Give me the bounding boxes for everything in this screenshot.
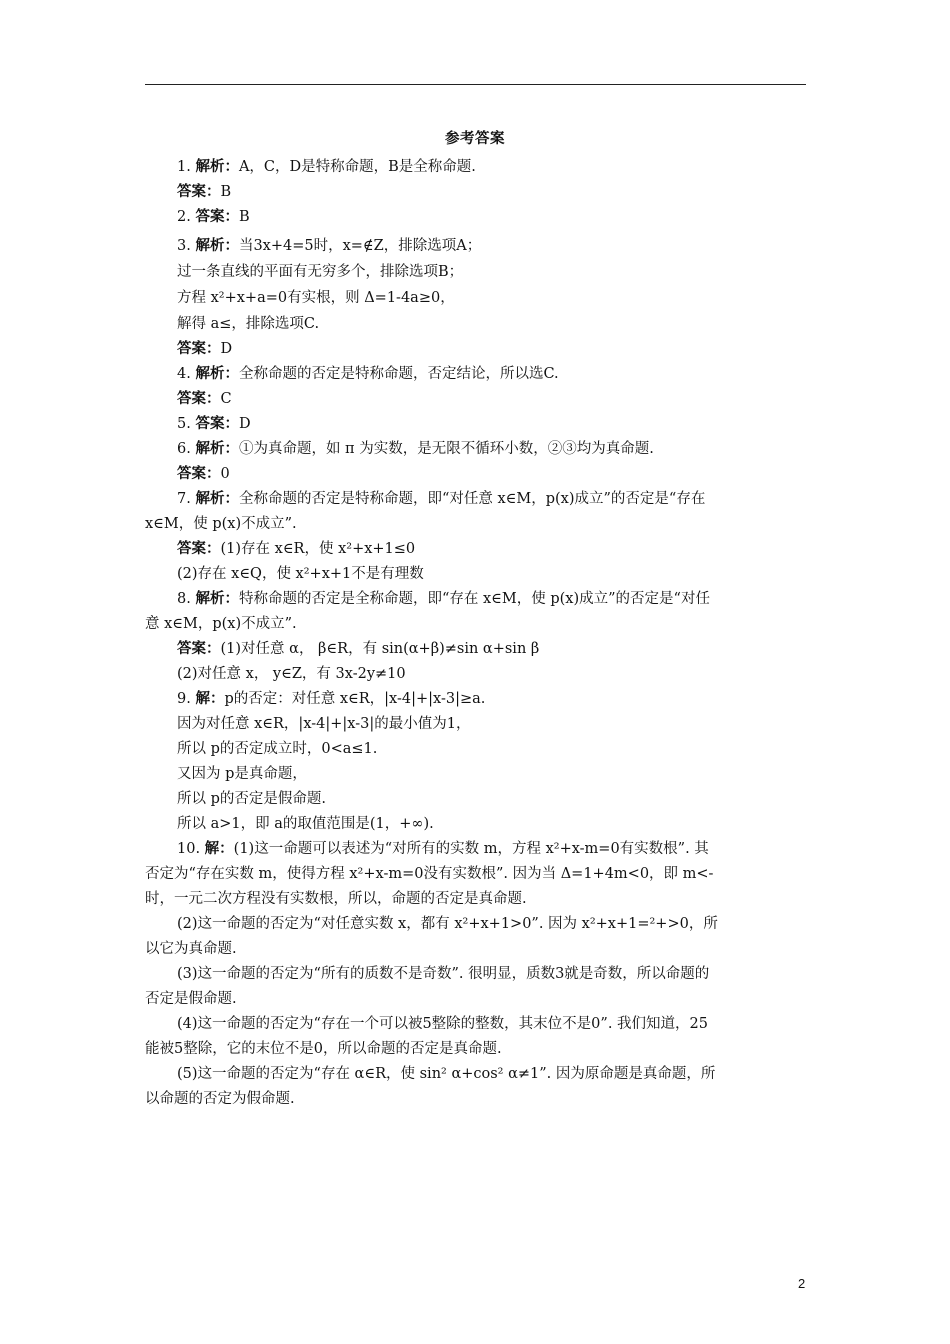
line-label: 答案： — [177, 184, 221, 200]
line-label: 答案： — [195, 209, 239, 225]
line-content: 当3x+4=5时，x=∉Z，排除选项A； — [238, 238, 482, 254]
text-line — [177, 390, 232, 408]
line-label: 答案： — [177, 541, 221, 557]
line-prefix: 所以 p的否定是假命题. — [177, 791, 326, 807]
line-label: 答案： — [177, 391, 221, 407]
page-number: 2 — [798, 1276, 806, 1291]
line-prefix: (4)这一命题的否定为“存在一个可以被5整除的整数，其末位不是0”. 我们知道，25 — [177, 1016, 708, 1032]
line-prefix: (2)这一命题的否定为“对任意实数 x，都有 x²+x+1>0”. 因为 x²+x+1=²+>0，所 — [177, 916, 718, 932]
line-prefix: 方程 x²+x+a=0有实根，则 Δ=1-4a≥0， — [177, 290, 455, 306]
text-line — [177, 289, 455, 307]
text-line — [177, 237, 481, 255]
line-label: 解析： — [195, 366, 239, 382]
text-line — [177, 690, 485, 708]
page-title: 参考答案 — [445, 131, 505, 147]
line-prefix: 以命题的否定为假命题. — [145, 1091, 295, 1107]
line-label: 解析： — [195, 441, 239, 457]
line-prefix: 因为对任意 x∈R，|x-4|+|x-3|的最小值为1， — [177, 716, 471, 732]
line-prefix: 3. — [177, 238, 196, 254]
text-line — [177, 840, 709, 858]
line-content: p的否定：对任意 x∈R，|x-4|+|x-3|≥a. — [224, 691, 486, 707]
line-prefix: 否定是假命题. — [145, 991, 237, 1007]
line-prefix: 7. — [177, 491, 196, 507]
text-line — [177, 490, 705, 508]
line-prefix: 以它为真命题. — [145, 941, 237, 957]
line-label: 解析： — [195, 238, 239, 254]
text-line — [177, 765, 307, 783]
line-content: A，C，D是特称命题，B是全称命题. — [238, 159, 476, 175]
header-rule — [145, 84, 806, 85]
line-label: 解析： — [195, 491, 239, 507]
line-prefix: 9. — [177, 691, 196, 707]
text-line — [177, 158, 476, 176]
text-line — [177, 183, 231, 201]
line-prefix: 5. — [177, 416, 196, 432]
line-content: 特称命题的否定是全称命题，即“存在 x∈M，使 p(x)成立”的否定是“对任 — [238, 591, 710, 607]
line-content: 全称命题的否定是特称命题，否定结论，所以选C. — [238, 366, 559, 382]
text-line — [177, 440, 654, 458]
text-line — [177, 640, 539, 658]
text-line — [145, 515, 297, 533]
line-content: B — [238, 209, 250, 225]
line-content: D — [220, 341, 233, 357]
line-prefix: 否定为“存在实数 m，使得方程 x²+x-m=0没有实数根”. 因为当 Δ=1+4m<0，即 m<- — [145, 866, 714, 882]
text-line — [177, 415, 251, 433]
line-label: 答案： — [195, 416, 239, 432]
line-label: 答案： — [177, 466, 221, 482]
line-content: 全称命题的否定是特称命题，即“对任意 x∈M，p(x)成立”的否定是“存在 — [238, 491, 706, 507]
line-prefix: (2)存在 x∈Q，使 x²+x+1不是有理数 — [177, 566, 424, 582]
text-line — [177, 565, 424, 583]
line-prefix: 1. — [177, 159, 196, 175]
line-prefix: (2)对任意 x， y∈Z，有 3x-2y≠10 — [177, 666, 406, 682]
line-content: ①为真命题，如 π 为实数，是无限不循环小数，②③均为真命题. — [238, 441, 654, 457]
text-line — [177, 1015, 708, 1033]
text-line — [177, 590, 710, 608]
text-line — [177, 965, 709, 983]
line-prefix: 4. — [177, 366, 196, 382]
line-label: 解： — [204, 841, 234, 857]
text-line — [177, 365, 559, 383]
line-prefix: 意 x∈M，p(x)不成立”. — [145, 616, 297, 632]
text-line — [177, 340, 232, 358]
text-line — [177, 715, 470, 733]
line-prefix: 所以 a>1，即 a的取值范围是(1，+∞). — [177, 816, 434, 832]
line-content: B — [220, 184, 232, 200]
text-line — [177, 465, 230, 483]
text-line — [145, 890, 527, 908]
line-label: 解析： — [195, 159, 239, 175]
text-line — [177, 815, 434, 833]
text-line — [145, 1040, 502, 1058]
text-line — [177, 263, 463, 281]
text-line — [177, 790, 326, 808]
text-line — [145, 865, 713, 883]
line-prefix: 6. — [177, 441, 196, 457]
line-content: (1)存在 x∈R，使 x²+x+1≤0 — [220, 541, 416, 557]
line-content: D — [238, 416, 251, 432]
text-line — [177, 665, 406, 683]
line-content: (1)对任意 α， β∈R，有 sin(α+β)≠sin α+sin β — [220, 641, 540, 657]
text-line — [177, 915, 718, 933]
line-label: 解： — [195, 691, 225, 707]
line-content: (1)这一命题可以表述为“对所有的实数 m，方程 x²+x-m=0有实数根”. 其 — [233, 841, 709, 857]
text-line — [177, 540, 415, 558]
line-prefix: 8. — [177, 591, 196, 607]
line-prefix: (3)这一命题的否定为“所有的质数不是奇数”. 很明显，质数3就是奇数，所以命题的 — [177, 966, 710, 982]
line-prefix: 2. — [177, 209, 196, 225]
line-prefix: 能被5整除，它的末位不是0，所以命题的否定是真命题. — [145, 1041, 502, 1057]
text-line — [177, 740, 377, 758]
line-prefix: 所以 p的否定成立时，0<a≤1. — [177, 741, 378, 757]
text-line — [177, 1065, 715, 1083]
line-label: 答案： — [177, 641, 221, 657]
line-content: C — [220, 391, 232, 407]
line-prefix: 又因为 p是真命题， — [177, 766, 307, 782]
line-prefix: (5)这一命题的否定为“存在 α∈R，使 sin² α+cos² α≠1”. 因为原命题是真命题，所 — [177, 1066, 716, 1082]
line-prefix: 过一条直线的平面有无穷多个，排除选项B； — [177, 264, 464, 280]
text-line — [145, 1090, 295, 1108]
line-prefix: 10. — [177, 841, 205, 857]
text-line — [177, 208, 250, 226]
line-prefix: 解得 a≤，排除选项C. — [177, 316, 320, 332]
text-line — [145, 615, 297, 633]
text-line — [145, 940, 237, 958]
line-prefix: 时，一元二次方程没有实数根，所以，命题的否定是真命题. — [145, 891, 527, 907]
line-prefix: x∈M，使 p(x)不成立”. — [145, 516, 297, 532]
line-label: 解析： — [195, 591, 239, 607]
line-label: 答案： — [177, 341, 221, 357]
text-line — [145, 990, 237, 1008]
text-line — [177, 315, 319, 333]
line-content: 0 — [220, 466, 230, 482]
